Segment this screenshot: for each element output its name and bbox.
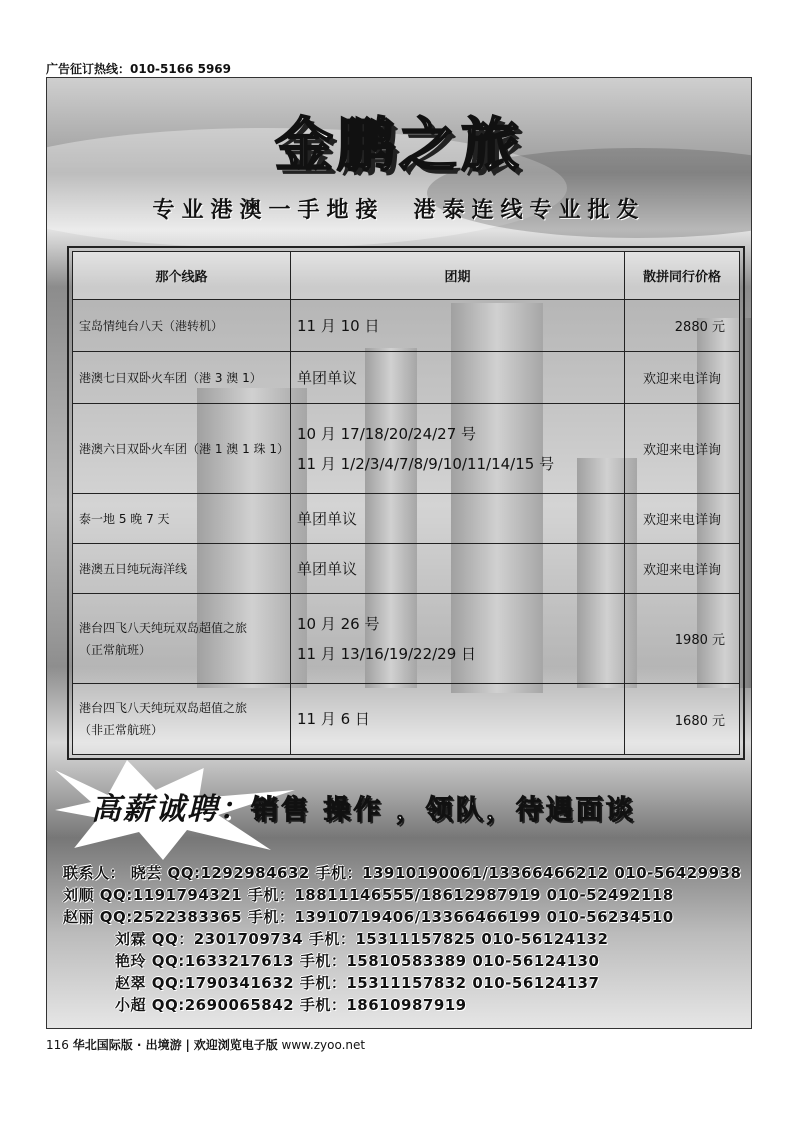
contact-line: 赵翠 QQ:1790341632 手机：15311157832 010-56124137	[115, 974, 600, 992]
dates-cell: 11 月 6 日	[291, 684, 625, 755]
dates-cell: 单团单议	[291, 352, 625, 404]
footer-url: www.zyoo.net	[281, 1038, 366, 1052]
page-footer	[46, 1036, 365, 1053]
table-row	[73, 594, 740, 684]
route-cell: 港台四飞八天纯玩双岛超值之旅 （正常航班）	[73, 594, 291, 684]
route-cell: 港台四飞八天纯玩双岛超值之旅 （非正常航班）	[73, 684, 291, 755]
price-cell: 欢迎来电详询	[625, 404, 740, 494]
dates-cell: 10 月 17/18/20/24/27 号 11 月 1/2/3/4/7/8/9/10/11/14/15 号	[291, 404, 625, 494]
contact-line: 刘顺 QQ:1191794321 手机：18811146555/18612987919 010-52492118	[63, 886, 674, 904]
column-header-dates: 团期	[291, 252, 625, 300]
route-cell: 港澳六日双卧火车团（港 1 澳 1 珠 1）	[73, 404, 291, 494]
page-number: 116	[46, 1038, 69, 1052]
price-cell: 2880 元	[625, 300, 740, 352]
contact-line: 联系人： 晓芸 QQ:1292984632 手机：13910190061/13366466212 010-56429938	[63, 864, 742, 882]
tour-table	[72, 251, 740, 755]
contact-line: 刘霖 QQ：2301709734 手机：15311157825 010-56124132	[115, 930, 609, 948]
table-row	[73, 404, 740, 494]
price-cell: 欢迎来电详询	[625, 352, 740, 404]
ad-hotline: 广告征订热线：010-5166 5969	[46, 62, 232, 76]
column-header-route: 那个线路	[73, 252, 291, 300]
route-cell: 泰一地 5 晚 7 天	[73, 494, 291, 544]
brand-title: 金鹏之旅	[274, 111, 523, 179]
tour-table-frame	[67, 246, 745, 760]
table-row	[73, 352, 740, 404]
route-cell: 港澳五日纯玩海洋线	[73, 544, 291, 594]
footer-slogan: 欢迎浏览电子版	[193, 1038, 278, 1052]
recruitment-lead: 高薪诚聘：	[91, 792, 251, 827]
price-cell: 欢迎来电详询	[625, 544, 740, 594]
route-cell: 宝岛情纯台八天（港转机）	[73, 300, 291, 352]
dates-cell: 单团单议	[291, 544, 625, 594]
advertisement-panel	[46, 77, 752, 1029]
price-cell: 1980 元	[625, 594, 740, 684]
column-header-price: 散拼同行价格	[625, 252, 740, 300]
dates-cell: 10 月 26 号 11 月 13/16/19/22/29 日	[291, 594, 625, 684]
recruitment-positions: 销售 操作 ，领队，待遇面谈	[251, 795, 636, 826]
contact-line: 赵丽 QQ:2522383365 手机：13910719406/13366466199 010-56234510	[63, 908, 674, 926]
contact-line: 艳玲 QQ:1633217613 手机：15810583389 010-56124130	[115, 952, 600, 970]
table-header-row	[73, 252, 740, 300]
recruitment-banner	[91, 784, 636, 828]
table-row	[73, 300, 740, 352]
table-row	[73, 544, 740, 594]
brand-slogan: 专业港澳一手地接 港泰连线专业批发	[152, 198, 646, 223]
route-cell: 港澳七日双卧火车团（港 3 澳 1）	[73, 352, 291, 404]
footer-separator: |	[185, 1038, 190, 1052]
price-cell: 欢迎来电详询	[625, 494, 740, 544]
dates-cell: 11 月 10 日	[291, 300, 625, 352]
contact-line: 小超 QQ:2690065842 手机：18610987919	[115, 996, 467, 1014]
table-row	[73, 684, 740, 755]
dates-cell: 单团单议	[291, 494, 625, 544]
publication-name: 华北国际版 · 出境游	[72, 1038, 182, 1052]
table-row	[73, 494, 740, 544]
price-cell: 1680 元	[625, 684, 740, 755]
contact-list	[63, 862, 741, 1016]
